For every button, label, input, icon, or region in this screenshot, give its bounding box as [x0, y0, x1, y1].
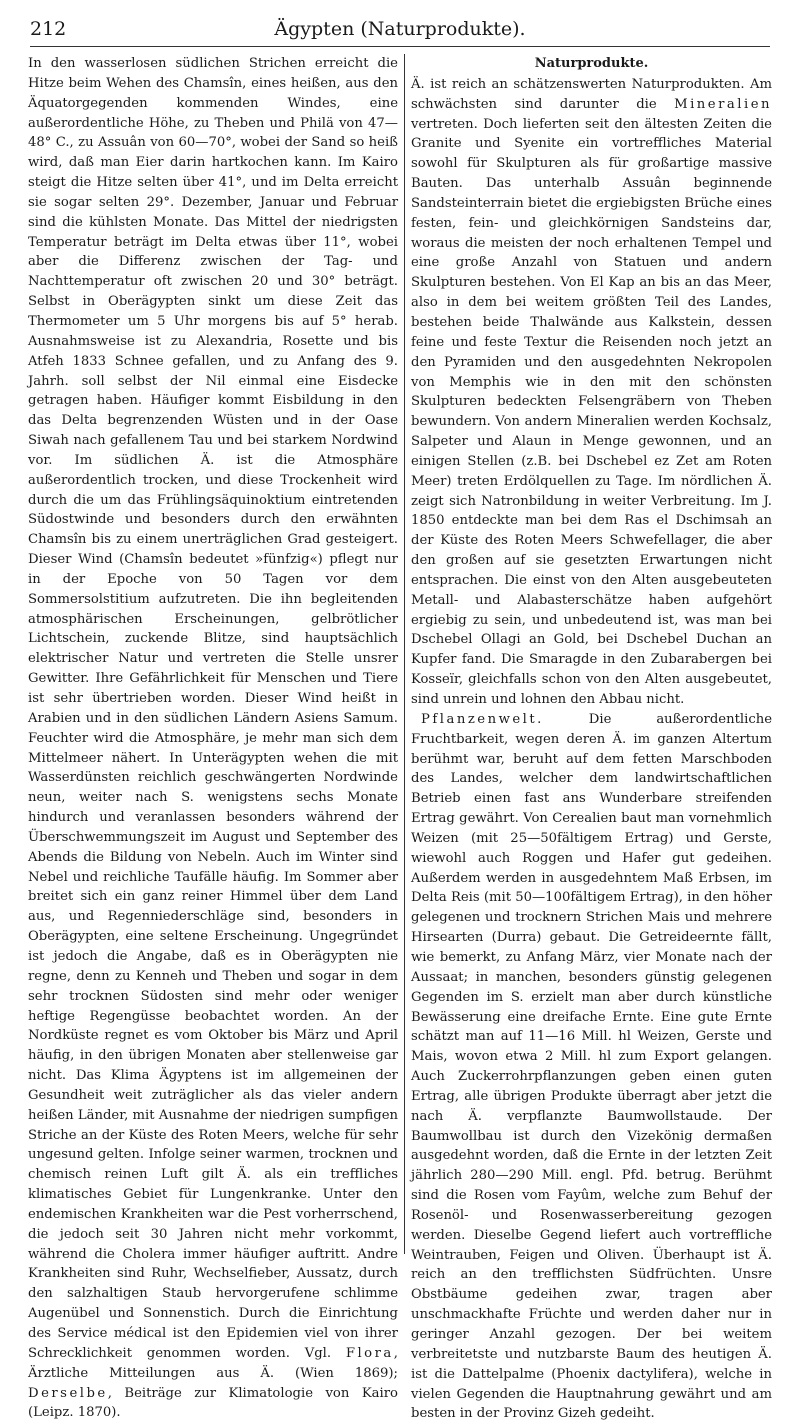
running-head: Ägypten (Naturprodukte). [274, 18, 526, 40]
plants-paragraph [411, 710, 772, 1424]
citation-text-1: , Ärztliche Mitteilungen aus Ä. (Wien 1869); [28, 1345, 398, 1381]
minerals-intro: Ä. ist reich an schätzenswerten Naturprodukten. Am schwächsten sind darunter die [411, 76, 772, 112]
column-divider [404, 54, 405, 1254]
keyword-mineralien: Mineralien [674, 96, 772, 112]
minerals-text: vertreten. Doch lieferten seit den ältesten Zeiten die Granite und Syenite ein vortreffliches Material sowohl für Skulpturen als für großartige massive Bauten. Das unterhalb Assuân beginnende Sandsteinterrain bietet die ergiebigsten Brüche eines festen, fein- und gleichkörnigen Sandsteins dar, woraus die meisten der noch erhaltenen Tempel und eine große Anzahl von Statuen und andern Skulpturen bestehen. Von El Kap an bis an das Meer, also in dem bei weitem größten Teil des Landes, bestehen beide Thalwände aus Kalkstein, dessen feine und feste Textur die Reisenden noch jetzt an den Pyramiden und den ausgedehnten Nekropolen von Memphis wie in den mit den schönsten Skulpturen bedeckten Felsengräbern von Theben bewundern. Von andern Mineralien werden Kochsalz, Salpeter und Alaun in Menge gewonnen, und an einigen Stellen (z.B. bei Dschebel ez Zet am Roten Meer) treten Erdölquellen zu Tage. Im nördlichen Ä. zeigt sich Natronbildung in weiter Verbreitung. Im J. 1850 entdeckte man bei dem Ras el Dschimsah an der Küste des Roten Meers Schwefellager, die aber den großen auf sie gesetzten Erwartungen nicht entsprachen. Die einst von den Alten ausgebeuteten Metall- und Alabasterschätze haben aufgehört ergiebig zu sein, und unbedeutend ist, was man bei Dschebel Ollagi an Gold, bei Dschebel Duchan an Kupfer fand. Die Smaragde in den Zubarabergen bei Kosseïr, gleichfalls schon von den Alten ausgebeutet, sind unrein und lohnen den Abbau nicht. [411, 116, 772, 707]
minerals-paragraph [411, 75, 772, 710]
citation-author-flora: Flora [345, 1345, 394, 1361]
citation-author-derselbe: Derselbe [28, 1385, 108, 1401]
climate-paragraph [28, 54, 398, 1423]
page-header [30, 18, 770, 47]
left-column [28, 54, 398, 1421]
right-column [411, 54, 773, 1422]
page-number: 212 [30, 18, 67, 40]
climate-text: In den wasserlosen südlichen Strichen erreicht die Hitze beim Wehen des Chamsîn, eines heißen, aus den Äquatorgegenden kommenden Windes, eine außerordentliche Höhe, zu Theben und Philä von 47—48° C., zu Assuân von 60—70°, wobei der Sand so heiß wird, daß man Eier darin hartkochen kann. Im Kairo steigt die Hitze selten über 41°, und im Delta erreicht sie sogar selten 29°. Dezember, Januar und Februar sind die kühlsten Monate. Das Mittel der niedrigsten Temperatur beträgt im Delta etwas über 11°, wobei aber die Differenz zwischen der Tag- und Nachttemperatur oft zwischen 20 und 30° beträgt. Selbst in Oberägypten sinkt um diese Zeit das Thermometer um 5 Uhr morgens bis auf 5° herab. Ausnahmsweise ist zu Alexandria, Rosette und bis Atfeh 1833 Schnee gefallen, und zu Anfang des 9. Jahrh. soll selbst der Nil einmal eine Eisdecke getragen haben. Häufiger kommt Eisbildung in den das Delta begrenzenden Wüsten und in der Oase Siwah nach gefallenem Tau und bei starkem Nordwind vor. Im südlichen Ä. ist die Atmosphäre außerordentlich trocken, und diese Trockenheit wird durch die um das Frühlingsäquinoktium eintretenden Südostwinde und besonders durch den erwähnten Chamsîn bis zu einem unerträglichen Grad gesteigert. Dieser Wind (Chamsîn bedeutet »fünfzig«) pflegt nur in der Epoche von 50 Tagen vor dem Sommersolstitium aufzutreten. Die ihn begleitenden atmosphärischen Erscheinungen, gelbrötlicher Lichtschein, zuckende Blitze, sind hauptsächlich elektrischer Natur und vertreten die Stelle unsrer Gewitter. Ihre Gefährlichkeit für Menschen und Tiere ist sehr übertrieben worden. Dieser Wind heißt in Arabien und in den südlichen Ländern Asiens Samum. Feuchter wird die Atmosphäre, je mehr man sich dem Mittelmeer nähert. In Unterägypten wehen die mit Wasserdünsten reichlich geschwängerten Nordwinde neun, weiter nach S. wenigstens sechs Monate hindurch und veranlassen besonders während der Überschwemmungszeit im August und September des Abends die Bildung von Nebeln. Auch im Winter sind Nebel und reichliche Taufälle häufig. Im Sommer aber breitet sich ein ganz reiner Himmel über dem Land aus, und Regenniederschläge sind, besonders in Oberägypten, eine seltene Erscheinung. Ungegründet ist jedoch die Angabe, daß es in Oberägypten nie regne, denn zu Kenneh und Theben und sogar in dem sehr trocknen Südosten sind mehr oder weniger heftige Regengüsse beobachtet worden. An der Nordküste regnet es vom Oktober bis März und April häufig, in den übrigen Monaten aber stellenweise gar nicht. Das Klima Ägyptens ist im allgemeinen der Gesundheit weit zuträglicher als das vieler andern heißen Länder, mit Ausnahme der niedrigen sumpfigen Striche an der Küste des Roten Meers, welche für sehr ungesund gelten. Infolge seiner warmen, trocknen und chemisch reinen Luft gilt Ä. als ein treffliches klimatisches Gebiet für Lungenkranke. Unter den endemischen Krankheiten war die Pest vorherrschend, die jedoch seit 30 Jahren nicht mehr vorkommt, während die Cholera immer häufiger auftritt. Andre Krankheiten sind Ruhr, Wechselfieber, Aussatz, durch den salzhaltigen Staub hervorgerufene schlimme Augenübel und Sonnenstich. Durch die Einrichtung des Service médical ist den Epidemien viel von ihrer Schrecklichkeit genommen worden. Vgl. [28, 56, 398, 1361]
keyword-pflanzenwelt: Pflanzenwelt. [421, 711, 544, 727]
plants-text: Die außerordentliche Fruchtbarkeit, wegen deren Ä. im ganzen Altertum berühmt war, beruht auf dem fetten Marschboden des Landes, welcher dem landwirtschaftlichen Betrieb einen fast ans Wunderbare streifenden Ertrag gewährt. Von Cerealien baut man vornehmlich Weizen (mit 25—50fältigem Ertrag) und Gerste, wiewohl auch Roggen und Hafer gut gedeihen. Außerdem werden in ausgedehntem Maß Erbsen, im Delta Reis (mit 50—100fältigem Ertrag), in den höher gelegenen und trocknern Strichen Mais und mehrere Hirsearten (Durra) gebaut. Die Getreideernte fällt, wie bemerkt, zu Anfang März, vier Monate nach der Aussaat; in manchen, besonders günstig gelegenen Gegenden im S. erzielt man aber durch künstliche Bewässerung eine dreifache Ernte. Eine gute Ernte schätzt man auf 11—16 Mill. hl Weizen, Gerste und Mais, wovon etwa 2 Mill. hl zum Export gelangen. Auch Zuckerrohrpflanzungen geben einen guten Ertrag, alle übrigen Produkte überragt aber jetzt die nach Ä. verpflanzte Baumwollstaude. Der Baumwollbau ist durch den Vizekönig dermaßen ausgedehnt worden, daß die Ernte in der letzten Zeit jährlich 280—290 Mill. engl. Pfd. betrug. Berühmt sind die Rosen vom Fayûm, welche zum Behuf der Rosenöl- und Rosenwasserbereitung gezogen werden. Dieselbe Gegend liefert auch vortreffliche Weintrauben, Feigen und Oliven. Überhaupt ist Ä. reich an den trefflichsten Südfrüchten. Unsre Obstbäume gedeihen zwar, tragen aber unschmackhafte Früchte und werden daher nur in geringer Anzahl gezogen. Der bei weitem verbreitetste und nutzbarste Baum des heutigen Ä. ist die Dattelpalme (Phoenix dactylifera), welche in vielen Gegenden die Hauptnahrung gewährt und am besten in der Provinz Gizeh gedeiht. [411, 711, 773, 1422]
citation-text-2: , Beiträge zur Klimatologie von Kairo (Leipz. 1870). [28, 1385, 398, 1421]
section-heading-naturprodukte: Naturprodukte. [534, 56, 649, 71]
